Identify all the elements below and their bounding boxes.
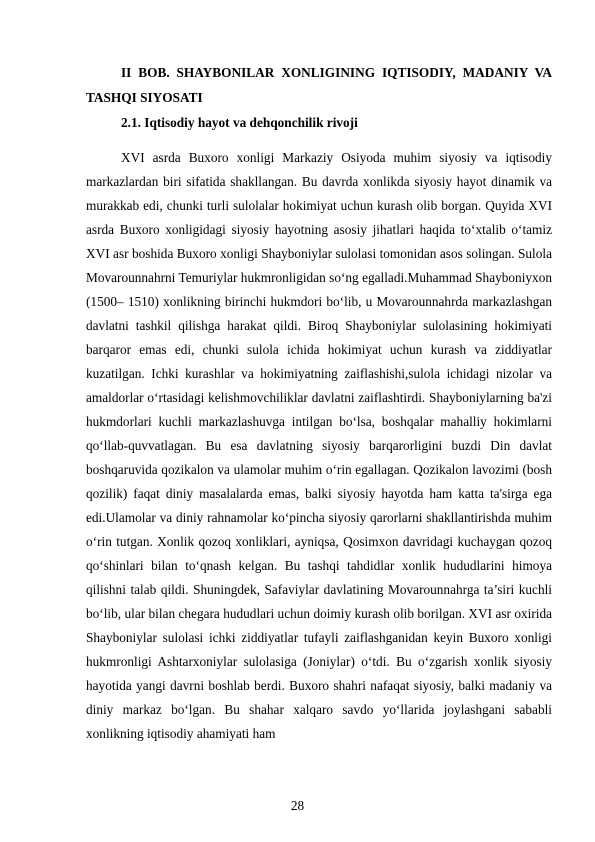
section-title: 2.1. Iqtisodiy hayot va dehqonchilik rivoji [121,115,358,130]
body-paragraph: XVI asrda Buxoro xonligi Markaziy Osiyoda muhim siyosiy va iqtisodiy markazlardan biri sifatida shakllangan. Bu davrda xonlikda siyosiy hayot dinamik va murakkab edi, chunki turli sulolalar hokimiyat uchun kurash olib borgan. Quyida XVI asrda Buxoro xonligidagi siyosiy hayotning asosiy jihatlari haqida to‘xtalib o‘tamiz XVI asr boshida Buxoro xonligi Shayboniylar sulolasi tomonidan asos solingan. Sulola Movarounnahrni Temuriylar hukmronligidan so‘ng egalladi.Muhammad Shayboniyxon (1500– 1510) xonlikning birinchi hukmdori bo‘lib, u Movarounnahrda markazlashgan davlatni tashkil qilishga harakat qildi. Biroq Shayboniylar sulolasining hokimiyati barqaror emas edi, chunki sulola ichida hokimiyat uchun kurash va ziddiyatlar kuzatilgan. Ichki kurashlar va hokimiyatning zaiflashishi,sulola ichidagi nizolar va amaldorlar o‘rtasidagi kelishmovchiliklar davlatni zaiflashtirdi. Shayboniylarning ba'zi hukmdorlari kuchli markazlashuvga intilgan bo‘lsa, boshqalar mahalliy hokimlarni qo‘llab-quvvatlagan. Bu esa davlatning siyosiy barqarorligini buzdi Din davlat boshqaruvida qozikalon va ulamolar muhim o‘rin egallagan. Qozikalon lavozimi (bosh qozilik) faqat diniy masalalarda emas, balki siyosiy hayotda ham katta ta'sirga ega edi.Ulamolar va diniy rahnamolar ko‘pincha siyosiy qarorlarni shakllantirishda muhim o‘rin tutgan. Xonlik qozoq xonliklari, ayniqsa, Qosimxon davridagi kuchaygan qozoq qo‘shinlari bilan to‘qnash kelgan. Bu tashqi tahdidlar xonlik hududlarini himoya qilishni talab qildi. Shuningdek, Safaviylar davlatining Movarounnahrga ta’siri kuchli bo‘lib, ular bilan chegara hududlari uchun doimiy kurash olib borilgan. XVI asr oxirida Shayboniylar sulolasi ichki ziddiyatlar tufayli zaiflashganidan keyin Buxoro xonligi hukmronligi Ashtarxoniylar sulolasiga (Joniylar) o‘tdi. Bu o‘zgarish xonlik siyosiy hayotida yangi davrni boshlab berdi. Buxoro shahri nafaqat siyosiy, balki madaniy va diniy markaz bo‘lgan. Bu shahar xalqaro savdo yo‘llarida joylashgani sababli xonlikning iqtisodiy ahamiyati ham [86,150,552,741]
page-number: 28 [290,798,305,813]
chapter-title: II BOB. SHAYBONILAR XONLIGINING IQTISODIY, MADANIY VA TASHQI SIYOSATI [86,65,552,105]
